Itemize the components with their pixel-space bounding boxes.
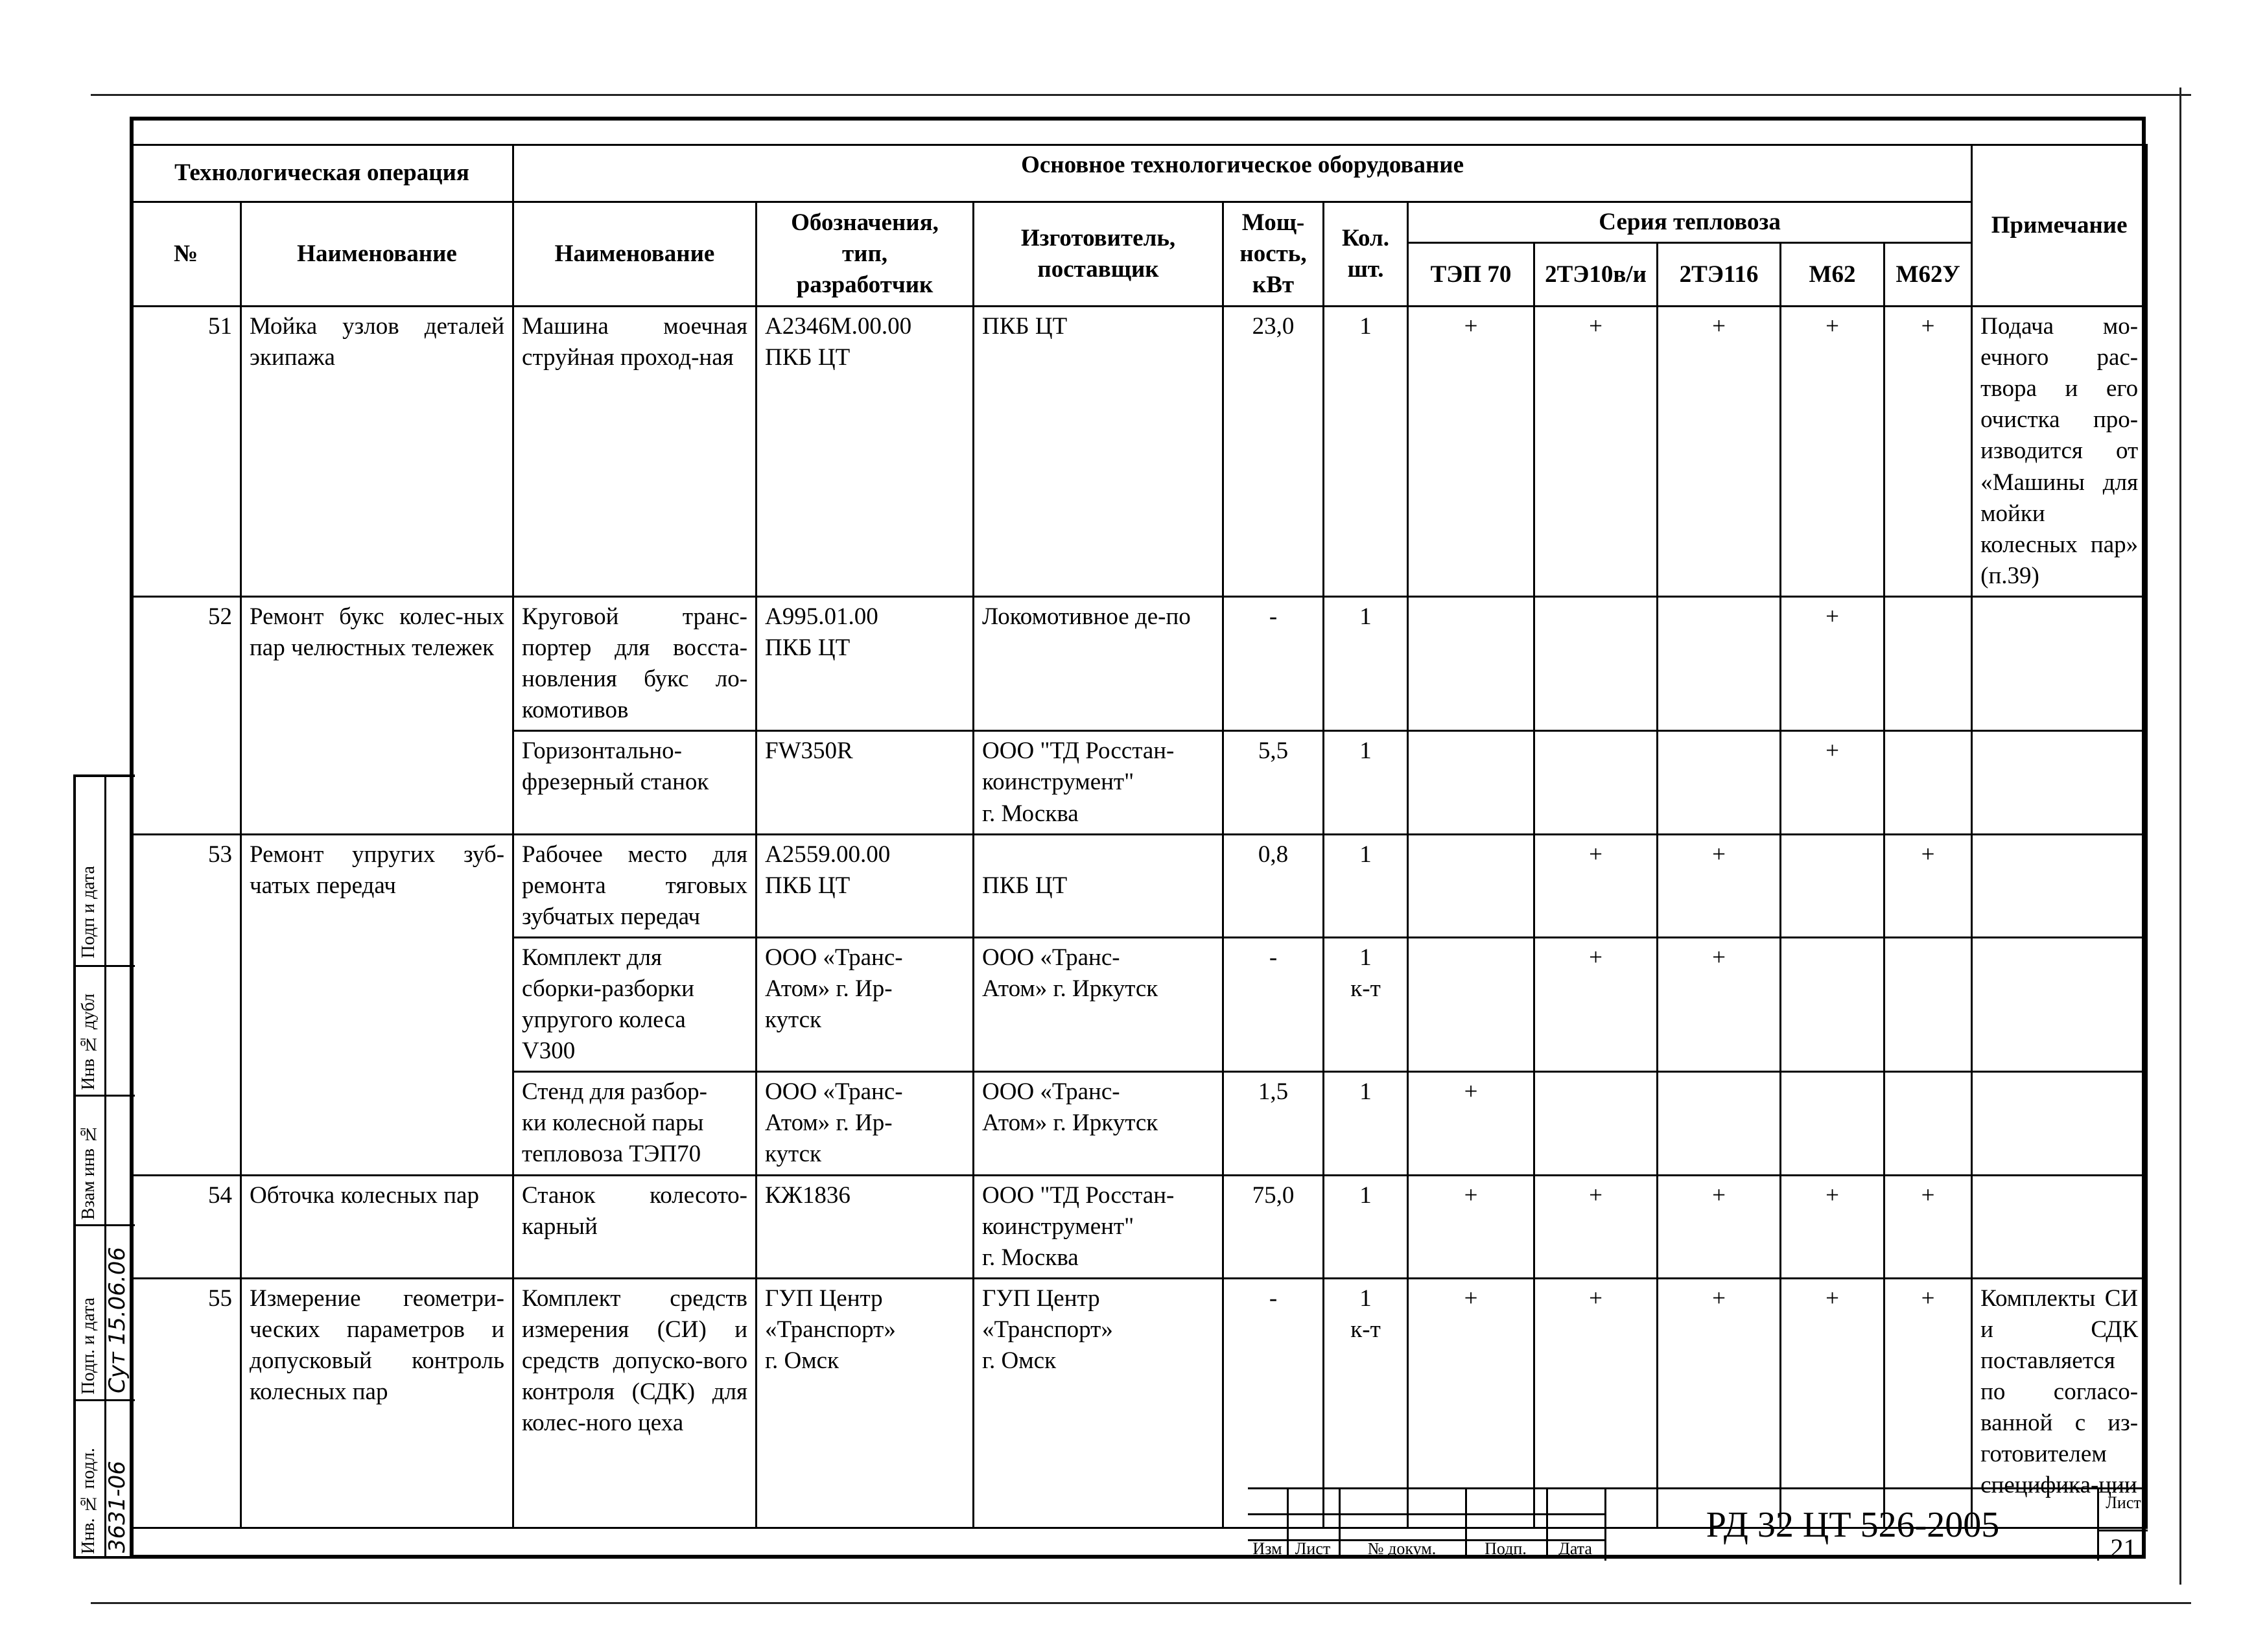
scan-edge-top (91, 94, 2191, 96)
operation-name: Ремонт букс колес-ных пар челюстных тележек (241, 596, 513, 834)
series-mark (1884, 596, 1972, 730)
stamp-strip (73, 774, 135, 1559)
manufacturer: Локомотивное де-по (974, 596, 1223, 730)
series-mark (1658, 731, 1781, 834)
series-mark: + (1781, 731, 1884, 834)
manufacturer: ООО «Транс- Атом» г. Иркутск (974, 1072, 1223, 1175)
series-mark (1408, 731, 1534, 834)
label-list: Лист (1295, 1539, 1331, 1558)
note (1972, 937, 2147, 1071)
row-number: 54 (131, 1175, 241, 1278)
series-mark: + (1534, 937, 1658, 1071)
row-number: 53 (131, 834, 241, 1175)
scan-edge-right (2179, 87, 2181, 1585)
quantity: 1 к-т (1324, 1278, 1408, 1528)
power: 23,0 (1223, 307, 1324, 597)
series-mark: + (1408, 307, 1534, 597)
equipment-name: Круговой транс-портер для восста-новления букс ло-комотивов (513, 596, 757, 730)
quantity: 1 (1324, 307, 1408, 597)
manufacturer: ООО «Транс- Атом» г. Иркутск (974, 937, 1223, 1071)
series-mark: + (1884, 307, 1972, 597)
series-mark: + (1534, 307, 1658, 597)
stamp-label: Инв. № подл. (78, 1448, 99, 1554)
designation: ООО «Транс- Атом» г. Ир- кутск (757, 937, 974, 1071)
table-row (131, 1175, 2147, 1278)
series-mark (1884, 731, 1972, 834)
equipment-name: Рабочее место для ремонта тяговых зубчатых передач (513, 834, 757, 937)
header-no: № (131, 202, 241, 307)
series-mark: + (1408, 1175, 1534, 1278)
series-mark: + (1408, 1072, 1534, 1175)
quantity: 1 (1324, 731, 1408, 834)
equipment-name: Стенд для разбор- ки колесной пары тепловоза ТЭП70 (513, 1072, 757, 1175)
header-tech-operation: Технологическая операция (131, 145, 513, 202)
power: - (1223, 596, 1324, 730)
stamp-label: Подп и дата (78, 866, 99, 959)
header-main-equipment: Основное технологическое оборудование (513, 145, 1972, 202)
sheet-number-box (2097, 1487, 2148, 1561)
quantity: 1 (1324, 596, 1408, 730)
power: 5,5 (1223, 731, 1324, 834)
power: - (1223, 937, 1324, 1071)
quantity: 1 (1324, 1072, 1408, 1175)
header-designation: Обозначения, тип, разработчик (757, 202, 974, 307)
series-mark: + (1781, 1175, 1884, 1278)
equipment-name: Машина моечная струйная проход-ная (513, 307, 757, 597)
header-series-m62u: М62У (1884, 243, 1972, 307)
series-mark: + (1534, 1278, 1658, 1528)
header-series-tep70: ТЭП 70 (1408, 243, 1534, 307)
note (1972, 731, 2147, 834)
table-row (131, 307, 2147, 597)
table-row (131, 596, 2147, 730)
series-mark (1534, 731, 1658, 834)
designation: КЖ1836 (757, 1175, 974, 1278)
header-qty: Кол. шт. (1324, 202, 1408, 307)
header-power: Мощ- ность, кВт (1223, 202, 1324, 307)
series-mark (1884, 1072, 1972, 1175)
equipment-name: Комплект средств измерения (СИ) и средств допуско-вого контроля (СДК) для колес-ного цеха (513, 1278, 757, 1528)
equipment-name: Станок колесото-карный (513, 1175, 757, 1278)
series-mark: + (1658, 937, 1781, 1071)
designation: ООО «Транс- Атом» г. Ир- кутск (757, 1072, 974, 1175)
manufacturer: ООО "ТД Росстан-коинструмент" г. Москва (974, 1175, 1223, 1278)
manufacturer: ГУП Центр «Транспорт» г. Омск (974, 1278, 1223, 1528)
designation: ГУП Центр «Транспорт» г. Омск (757, 1278, 974, 1528)
row-number: 51 (131, 307, 241, 597)
quantity: 1 (1324, 1175, 1408, 1278)
designation: А2346М.00.00 ПКБ ЦТ (757, 307, 974, 597)
series-mark: + (1884, 834, 1972, 937)
quantity: 1 (1324, 834, 1408, 937)
handwritten-inventory-number: 3631-06 (104, 1460, 130, 1553)
series-mark (1534, 1072, 1658, 1175)
designation: А2559.00.00 ПКБ ЦТ (757, 834, 974, 937)
note: Подача мо-ечного рас-твора и его очистка про-изводится от «Машины для мойки колесных пар» (п.39) (1972, 307, 2147, 597)
series-mark (1781, 1072, 1884, 1175)
designation: FW350R (757, 731, 974, 834)
series-mark (1658, 1072, 1781, 1175)
header-series-2te10: 2ТЭ10в/и (1534, 243, 1658, 307)
operation-name: Мойка узлов деталей экипажа (241, 307, 513, 597)
series-mark (1534, 596, 1658, 730)
manufacturer: ООО "ТД Росстан-коинструмент" г. Москва (974, 731, 1223, 834)
equipment-name: Комплект для сборки-разборки упругого колеса V300 (513, 937, 757, 1071)
header-note: Примечание (1972, 145, 2147, 307)
table-row (131, 834, 2147, 937)
series-mark: + (1658, 307, 1781, 597)
note (1972, 1072, 2147, 1175)
series-mark: + (1658, 1278, 1781, 1528)
label-data: Дата (1558, 1539, 1592, 1558)
stamp-cell-inv-dubl (76, 965, 135, 1097)
power: - (1223, 1278, 1324, 1528)
label-izm: Изм (1252, 1539, 1282, 1558)
header-manufacturer: Изготовитель, поставщик (974, 202, 1223, 307)
series-mark (1781, 834, 1884, 937)
handwritten-signature-date: Сут 15.06.06 (104, 1247, 130, 1393)
scan-edge-bottom (91, 1602, 2191, 1604)
stamp-cell-podp-data-1 (76, 777, 135, 965)
quantity: 1 к-т (1324, 937, 1408, 1071)
series-mark (1408, 834, 1534, 937)
series-mark (1408, 937, 1534, 1071)
label-doc-no: № докум. (1367, 1539, 1437, 1558)
series-mark: + (1884, 1175, 1972, 1278)
equipment-name: Горизонтально-фрезерный станок (513, 731, 757, 834)
series-mark: + (1534, 834, 1658, 937)
row-number: 52 (131, 596, 241, 834)
power: 75,0 (1223, 1175, 1324, 1278)
manufacturer: ПКБ ЦТ (974, 307, 1223, 597)
power: 0,8 (1223, 834, 1324, 937)
note: Комплекты СИ и СДК поставляется по согласо-ванной с из-готовителем специфика-ции (1972, 1278, 2147, 1528)
series-mark (1781, 937, 1884, 1071)
manufacturer: ПКБ ЦТ (974, 834, 1223, 937)
series-mark (1408, 596, 1534, 730)
series-mark: + (1884, 1278, 1972, 1528)
series-mark: + (1658, 1175, 1781, 1278)
operation-name: Измерение геометри-ческих параметров и допусковый контроль колесных пар (241, 1278, 513, 1528)
power: 1,5 (1223, 1072, 1324, 1175)
grid-line (1248, 1513, 1604, 1515)
stamp-cell-podp-data-2 (76, 1224, 135, 1401)
operation-name: Обточка колесных пар (241, 1175, 513, 1278)
header-series: Серия тепловоза (1408, 202, 1972, 243)
series-mark: + (1781, 307, 1884, 597)
sheet-label: Лист (2106, 1493, 2141, 1512)
stamp-label: Подп. и дата (78, 1297, 99, 1395)
row-number: 55 (131, 1278, 241, 1528)
equipment-table (130, 144, 2148, 1529)
designation: А995.01.00 ПКБ ЦТ (757, 596, 974, 730)
header-series-2te116: 2ТЭ116 (1658, 243, 1781, 307)
stamp-cell-inv-podl (76, 1399, 135, 1561)
document-code: РД 32 ЦТ 526-2005 (1604, 1487, 2099, 1561)
series-mark: + (1408, 1278, 1534, 1528)
note (1972, 834, 2147, 937)
sheet-number: 21 (2099, 1530, 2148, 1563)
stamp-label: Взам инв № (78, 1123, 99, 1220)
label-podp: Подп. (1485, 1539, 1527, 1558)
revision-labels (1248, 1539, 1604, 1559)
series-mark (1658, 596, 1781, 730)
operation-name: Ремонт упругих зуб-чатых передач (241, 834, 513, 1175)
header-op-name: Наименование (241, 202, 513, 307)
note (1972, 1175, 2147, 1278)
header-series-m62: М62 (1781, 243, 1884, 307)
series-mark (1884, 937, 1972, 1071)
note (1972, 596, 2147, 730)
header-eq-name: Наименование (513, 202, 757, 307)
series-mark: + (1781, 1278, 1884, 1528)
series-mark: + (1781, 596, 1884, 730)
series-mark: + (1658, 834, 1781, 937)
series-mark: + (1534, 1175, 1658, 1278)
stamp-label: Инв № дубл (78, 994, 99, 1090)
stamp-cell-vzam-inv (76, 1095, 135, 1226)
